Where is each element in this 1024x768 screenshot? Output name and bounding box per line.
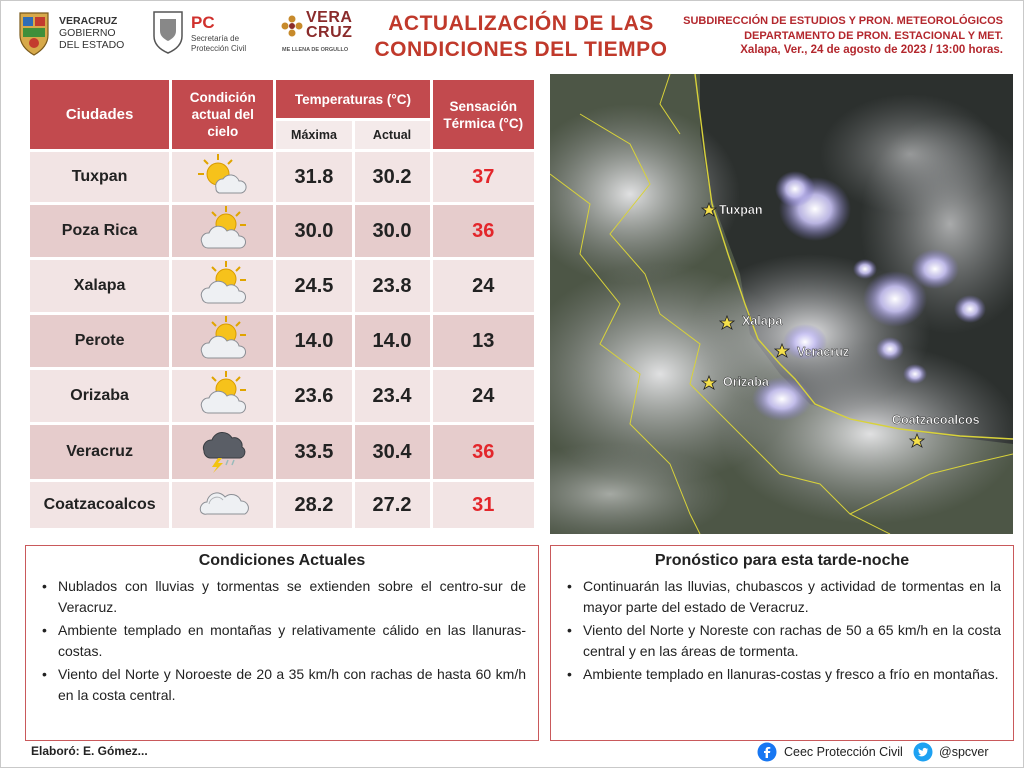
feels-like-temp: 13: [433, 315, 535, 367]
map-label-orizaba: Orizaba: [723, 375, 769, 389]
feels-like-temp: 36: [433, 425, 535, 479]
dept-line: SUBDIRECCIÓN DE ESTUDIOS Y PRON. METEOROLÓGICOS: [683, 15, 1003, 27]
dept-line: DEPARTAMENTO DE PRON. ESTACIONAL Y MET.: [744, 29, 1003, 42]
feels-like-temp: 24: [433, 370, 535, 422]
partly-cloudy-icon: [196, 205, 250, 257]
map-label-tuxpan: Tuxpan: [719, 203, 763, 217]
max-temp: 14.0: [276, 315, 351, 367]
satellite-image: [550, 74, 1013, 534]
partly-cloudy-icon: [196, 315, 250, 367]
list-item: [38, 664, 526, 706]
current-conditions-title: Condiciones Actuales: [198, 552, 366, 569]
city-name: Orizaba: [30, 370, 169, 422]
forecast-title: Pronóstico para esta tarde-noche: [654, 552, 910, 569]
header: [1, 1, 1024, 73]
storm-icon: [198, 425, 248, 479]
header-temperatures: Temperaturas (°C): [276, 80, 429, 118]
twitter-label: @spcver: [939, 745, 989, 759]
bullet-icon: •: [42, 578, 47, 594]
max-temp: 30.0: [276, 205, 351, 257]
actual-temp: 30.0: [355, 205, 430, 257]
list-item: [38, 620, 526, 662]
actual-temp: 30.4: [355, 425, 430, 479]
cloudy-icon: [195, 482, 251, 528]
facebook-icon: [757, 742, 777, 762]
city-name: Coatzacoalcos: [30, 482, 169, 528]
feels-like-temp: 36: [433, 205, 535, 257]
conditions-table: [27, 77, 537, 531]
bullet-icon: •: [567, 622, 572, 638]
table-row: [30, 370, 534, 422]
shield-icon: [151, 9, 185, 55]
list-item-text: Ambiente templado en llanuras-costas y fresco a frío en montañas.: [583, 666, 999, 682]
twitter-icon: [913, 742, 933, 762]
title-line: ACTUALIZACIÓN DE LAS: [388, 12, 654, 35]
bullet-icon: •: [567, 578, 572, 594]
max-temp: 23.6: [276, 370, 351, 422]
feels-like-temp: 31: [433, 482, 535, 528]
table-row: [30, 482, 534, 528]
bullet-icon: •: [42, 622, 47, 638]
footer: [1, 739, 1024, 767]
veracruz-brand-logo: [281, 7, 351, 63]
actual-temp: 14.0: [355, 315, 430, 367]
sky-condition-cell: [172, 152, 273, 202]
actual-temp: 30.2: [355, 152, 430, 202]
max-temp: 33.5: [276, 425, 351, 479]
veracruz-government-logo: [17, 7, 127, 63]
author: Elaboró: E. Gómez...: [31, 744, 148, 758]
header-max: Máxima: [276, 121, 351, 149]
twitter-link[interactable]: [913, 742, 989, 762]
logo-line: VERACRUZ: [59, 15, 118, 27]
date-time: Xalapa, Ver., 24 de agosto de 2023 / 13:00 horas.: [740, 44, 1003, 56]
city-name: Perote: [30, 315, 169, 367]
sky-condition-cell: [172, 205, 273, 257]
title-line: CONDICIONES DEL TIEMPO: [374, 38, 668, 61]
pc-abbr: PC: [191, 13, 215, 32]
list-item-text: Viento del Norte y Noreste con rachas de 50 a 65 km/h en la costa central y en las áreas de tormenta.: [583, 622, 1001, 659]
max-temp: 31.8: [276, 152, 351, 202]
max-temp: 24.5: [276, 260, 351, 312]
department-info: [683, 14, 1003, 58]
forecast-list: [563, 576, 1001, 685]
brand-line: CRUZ: [306, 24, 353, 41]
max-temp: 28.2: [276, 482, 351, 528]
table-row: [30, 315, 534, 367]
actual-temp: 23.8: [355, 260, 430, 312]
header-city: Ciudades: [30, 80, 169, 149]
current-conditions-box: [25, 545, 539, 741]
header-condition: Condición actual del cielo: [172, 80, 273, 149]
city-name: Tuxpan: [30, 152, 169, 202]
facebook-label: Ceec Protección Civil: [784, 745, 903, 759]
bullet-icon: •: [567, 666, 572, 682]
brand-tagline: ME LLENA DE ORGULLO: [282, 47, 349, 53]
city-name: Veracruz: [30, 425, 169, 479]
map-label-veracruz: Veracruz: [797, 345, 850, 359]
table-row: [30, 260, 534, 312]
list-item-text: Nublados con lluvias y tormentas se extienden sobre el centro-sur de Veracruz.: [58, 578, 526, 615]
sky-condition-cell: [172, 425, 273, 479]
sky-condition-cell: [172, 482, 273, 528]
proteccion-civil-logo: [151, 7, 261, 63]
table-row: [30, 425, 534, 479]
header-actual: Actual: [355, 121, 430, 149]
list-item: [563, 664, 1001, 685]
partly-cloudy-icon: [196, 260, 250, 312]
list-item: [563, 620, 1001, 662]
list-item: [38, 576, 526, 618]
map-label-coatzacoalcos: Coatzacoalcos: [892, 413, 980, 427]
facebook-link[interactable]: [757, 742, 903, 762]
bullet-icon: •: [42, 666, 47, 682]
actual-temp: 27.2: [355, 482, 430, 528]
logo-line: Protección Civil: [191, 44, 247, 53]
sky-condition-cell: [172, 315, 273, 367]
table-row: [30, 152, 534, 202]
list-item: [563, 576, 1001, 618]
coat-of-arms-icon: [17, 9, 51, 57]
forecast-box: [550, 545, 1014, 741]
actual-temp: 23.4: [355, 370, 430, 422]
logo-line: DEL ESTADO: [59, 39, 125, 51]
list-item-text: Ambiente templado en montañas y relativamente cálido en las llanuras-costas.: [58, 622, 526, 659]
logo-line: GOBIERNO: [59, 27, 116, 39]
sky-condition-cell: [172, 260, 273, 312]
city-name: Xalapa: [30, 260, 169, 312]
feels-like-temp: 24: [433, 260, 535, 312]
brand-line: VERA: [306, 9, 353, 26]
header-feels-like: Sensación Térmica (°C): [433, 80, 535, 149]
list-item-text: Continuarán las lluvias, chubascos y actividad de tormentas en la mayor parte del estado de Veracruz.: [583, 578, 1001, 615]
satellite-map: [550, 74, 1013, 534]
partly-cloudy-icon: [196, 370, 250, 422]
list-item-text: Viento del Norte y Noroeste de 20 a 35 km/h con rachas de hasta 60 km/h en la costa central.: [58, 666, 526, 703]
map-label-xalapa: Xalapa: [742, 314, 783, 328]
sun-cloud-icon: [196, 152, 250, 202]
brand-flower-icon: [281, 15, 303, 37]
sky-condition-cell: [172, 370, 273, 422]
feels-like-temp: 37: [433, 152, 535, 202]
table-row: [30, 205, 534, 257]
logo-line: Secretaría de: [191, 34, 240, 43]
current-conditions-list: [38, 576, 526, 706]
city-name: Poza Rica: [30, 205, 169, 257]
page-title: [351, 11, 691, 63]
